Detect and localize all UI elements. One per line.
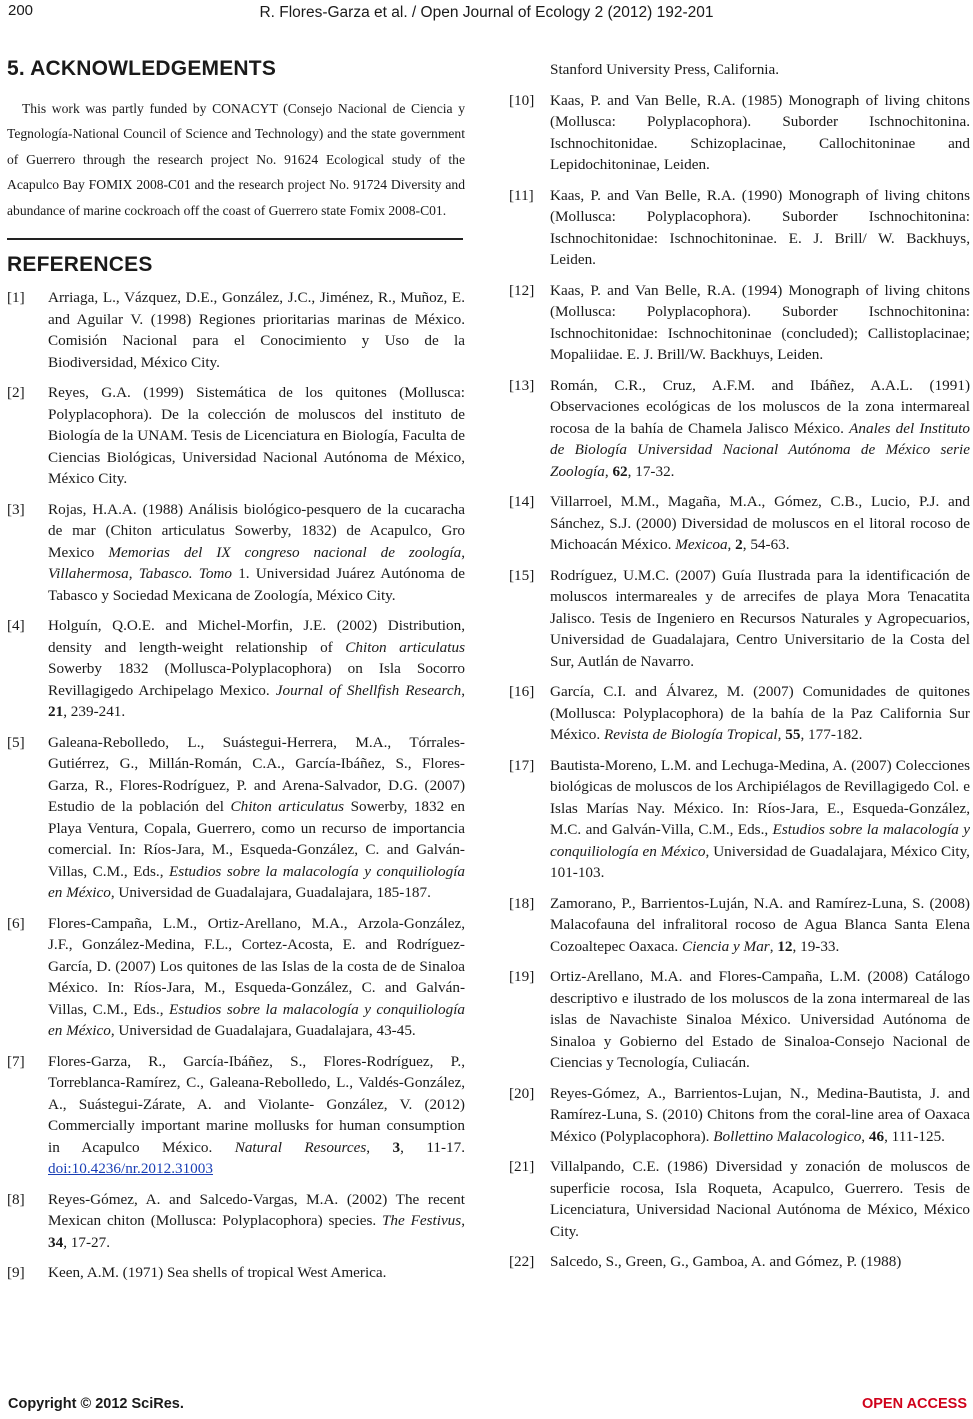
reference-text: Arriaga, L., Vázquez, D.E., González, J.C., Jiménez, R., Muñoz, E. and Aguilar V. (1998) Regiones prioritarias marinas de México. Comisión Nacional para el Conocimiento y Uso de la Biodiversidad, México City. <box>48 289 465 371</box>
acknowledgements-text: This work was partly funded by CONACYT (Consejo Nacional de Ciencia y Tegnología-National Council of Science and Technology) and the state government of Guerrero through the research project No. 91624 Ecological study of the Acapulco Bay FOMIX 2008-C01 and the research project No. 91724 Diversity and abundance of marine cockroach off the coast of Guerrero state Fomix 2008-C01. <box>7 101 465 218</box>
reference-text: Kaas, P. and Van Belle, R.A. (1985) Monograph of living chitons (Mollusca: Polyplacophora). Suborder Ischnochitonina. Ischnochitonidae. Schizoplacinae, Callochitoninae and Lepidochitoninae, Leiden. <box>550 91 970 173</box>
reference-item <box>7 1189 465 1254</box>
reference-number: [10] <box>509 91 535 109</box>
left-column <box>7 55 465 1293</box>
reference-item <box>509 491 970 556</box>
reference-number: [13] <box>509 376 535 394</box>
reference-text: Reyes-Gómez, A., Barrientos-Lujan, N., Medina-Bautista, J. and Ramírez-Luna, S. (2010) Chitons from the coral-line area of Oaxaca México (Polyplacophora). Bollettino Malacologico, 46, 111-125. <box>550 1084 970 1145</box>
reference-text: Kaas, P. and Van Belle, R.A. (1990) Monograph of living chitons (Mollusca: Polyplacophora). Suborder Ischnochitonina: Ischnochitonidae: Ischnochitoninae. E. J. Brill/ W. Backhuys, Leiden. <box>550 186 970 268</box>
reference-item <box>509 1251 970 1273</box>
references-list-right <box>509 90 970 1273</box>
reference-text: Galeana-Rebolledo, L., Suástegui-Herrera, M.A., Tórrales-Gutiérrez, G., Millán-Román, C.A., García-Ibáñez, S., Flores-Garza, R., Flores-Rodríguez, P. and Arena-Salvador, D.G. (2007) Estudio de la población del Chiton articulatus Sowerby, 1832 en Playa Ventura, Copala, Guerrero, como un recurso de importancia comercial. In: Ríos-Jara, M., Esqueda-González, C. and Galván-Villas, C.M., Eds., Estudios sobre la malacología y conquiliología en México, Universidad de Guadalajara, Guadalajara, 185-187. <box>48 733 466 902</box>
running-head: R. Flores-Garza et al. / Open Journal of Ecology 2 (2012) 192-201 <box>259 4 714 21</box>
doi-link[interactable]: doi:10.4236/nr.2012.31003 <box>48 1160 213 1178</box>
page-footer <box>0 1396 973 1418</box>
reference-text: Flores-Garza, R., García-Ibáñez, S., Flores-Rodríguez, P., Torreblanca-Ramírez, C., Galeana-Rebolledo, L., Valdés-González, A., Suástegui-Zárate, A. and Violante- González, V. (2012) Commercially important marine mollusks for human consumption in Acapulco México. Natural Resources, 3, 11-17. doi:10.4236/nr.2012.31003 <box>48 1052 465 1178</box>
copyright-notice: Copyright © 2012 SciRes. <box>8 1396 184 1412</box>
reference-number: [3] <box>7 500 25 518</box>
reference-text: Reyes, G.A. (1999) Sistemática de los quitones (Mollusca: Polyplacophora). De la colección de moluscos del instituto de Biología de la UNAM. Tesis de Licenciatura en Biología, Faculta de Ciencias Biológicas, Universidad Nacional Autónoma de México, México City. <box>48 384 465 488</box>
reference-text: Reyes-Gómez, A. and Salcedo-Vargas, M.A. (2002) The recent Mexican chiton (Mollusca: Polyplacophora) species. The Festivus, 34, 17-27. <box>48 1190 465 1251</box>
reference-item <box>509 1156 970 1242</box>
reference-number: [6] <box>7 914 25 932</box>
reference-item <box>7 913 465 1042</box>
reference-text: Salcedo, S., Green, G., Gamboa, A. and Gómez, P. (1988) <box>550 1253 902 1270</box>
reference-text: Rojas, H.A.A. (1988) Análisis biológico-pesquero de la cucaracha de mar (Chiton articulatus Sowerby, 1832) de Acapulco, Gro Mexico Memorias del IX congreso nacional de zoología, Villahermosa, Tabasco. Tomo 1. Universidad Juárez Autónoma de Tabasco y Sociedad Mexicana de Zoología, México City. <box>48 500 465 604</box>
reference-number: [9] <box>7 1264 25 1282</box>
references-list-left <box>7 287 465 1284</box>
reference-number: [20] <box>509 1084 535 1102</box>
reference-text: Villarroel, M.M., Magaña, M.A., Gómez, C.B., Lucio, P.J. and Sánchez, S.J. (2000) Diversidad de moluscos en el litoral rocoso de Michoacán México. Mexicoa, 2, 54-63. <box>550 493 970 553</box>
acknowledgements-heading: 5. ACKNOWLEDGEMENTS <box>7 57 277 80</box>
reference-item <box>7 382 465 490</box>
reference-text: Rodríguez, U.M.C. (2007) Guía Ilustrada para la identificación de moluscos intermareales y de arrecifes de playa Mora Tenacatita Jalisco. Tesis de Ingeniero en Recursos Naturales y Agropecuarios, Universidad de Guadalajara, Centro Universitario de la Costa del Sur, Autlán de Navarro. <box>550 566 970 670</box>
reference-number: [14] <box>509 493 535 510</box>
reference-item <box>509 185 970 271</box>
reference-number: [16] <box>509 683 535 700</box>
reference-text: Keen, A.M. (1971) Sea shells of tropical West America. <box>48 1264 387 1282</box>
reference-text: Zamorano, P., Barrientos-Luján, N.A. and Ramírez-Luna, S. (2008) Malacofauna del infralitoral rocoso de Agua Blanca Santa Elena Cozoaltepec Oaxaca. Ciencia y Mar, 12, 19-33. <box>550 894 970 955</box>
reference-continuation: Stanford University Press, California. <box>550 61 780 78</box>
reference-item <box>7 287 465 373</box>
right-column <box>509 55 970 1282</box>
reference-text: Kaas, P. and Van Belle, R.A. (1994) Monograph of living chitons (Mollusca: Polyplacophora). Suborder Ischnochitonina: Ischnochitonidae: Ischnochitoninae (concluded); Callistoplacinae; Mopaliidae. E. J. Brill/W. Backhuys, Leiden. <box>550 281 970 363</box>
reference-text: Ortiz-Arellano, M.A. and Flores-Campaña, L.M. (2008) Catálogo descriptivo e ilustrado de los moluscos de la zona intermareal de las islas de Navachiste Sinaloa México. Universidad Autónoma de Sinaloa y Gobierno del Estado de Sinaloa-Consejo Nacional de Ciencias y Tecnología, Culiacán. <box>550 968 970 1071</box>
reference-item <box>509 1083 970 1148</box>
reference-text: Flores-Campaña, L.M., Ortiz-Arellano, M.A., Arzola-González, J.F., González-Medina, F.L., Cortez-Acosta, E. and Rodríguez-García, D. (2007) Los quitones de las Islas de la costa de de Sinaloa México. In: Ríos-Jara, M., Esqueda-González, C. and Galván-Villas, C.M., Eds., Estudios sobre la malacología y conquiliología en México, Universidad de Guadalajara, Guadalajara, 43-45. <box>48 914 466 1040</box>
reference-item <box>7 732 465 904</box>
reference-number: [12] <box>509 281 535 299</box>
reference-number: [8] <box>7 1190 25 1208</box>
reference-item <box>509 755 970 884</box>
open-access-label: OPEN ACCESS <box>861 1396 967 1412</box>
reference-text: Bautista-Moreno, L.M. and Lechuga-Medina, A. (2007) Colecciones biológicas de moluscos de los Archipiélagos de Revillagigedo Col. e Islas Marías Nay. México. In: Ríos-Jara, E., Esqueda-González, M.C. and Galván-Villa, C.M., Eds., Estudios sobre la malacología y conquiliología en México, Universidad de Guadalajara, México City, 101-103. <box>550 756 970 881</box>
reference-item <box>509 375 970 483</box>
references-heading: REFERENCES <box>7 253 153 277</box>
reference-number: [11] <box>509 186 534 204</box>
reference-item <box>7 615 465 723</box>
reference-number: [1] <box>7 289 25 307</box>
reference-item <box>509 280 970 366</box>
section-divider <box>7 238 463 240</box>
reference-item <box>509 893 970 958</box>
reference-item <box>509 565 970 673</box>
reference-text: Román, C.R., Cruz, A.F.M. and Ibáñez, A.A.L. (1991) Observaciones ecológicas de los moluscos de la zona intermareal rocosa de la bahía de Chamela Jalisco México. Anales del Instituto de Biología Universidad Nacional Autónoma de México serie Zoología, 62, 17-32. <box>550 376 970 480</box>
page-header <box>0 2 973 24</box>
reference-item <box>7 1051 465 1180</box>
reference-text: García, C.I. and Álvarez, M. (2007) Comunidades de quitones (Mollusca: Polyplacophora) de la bahía de la Paz California Sur México. Revista de Biología Tropical, 55, 177-182. <box>550 683 970 743</box>
reference-item <box>7 499 465 607</box>
reference-number: [18] <box>509 894 535 912</box>
reference-number: [21] <box>509 1158 535 1175</box>
reference-number: [7] <box>7 1052 25 1070</box>
reference-number: [2] <box>7 384 25 402</box>
reference-item <box>509 966 970 1074</box>
reference-text: Villalpando, C.E. (1986) Diversidad y zonación de moluscos de superficie rocosa, Isla Roqueta, Acapulco, Guerrero. Tesis de Licenciatura, Universidad Nacional Autónoma de México, México City. <box>550 1158 970 1240</box>
reference-item <box>7 1262 465 1284</box>
reference-text: Holguín, Q.O.E. and Michel-Morfin, J.E. (2002) Distribution, density and length-weight relationship of Chiton articulatus Sowerby 1832 (Mollusca-Polyplacophora) on Isla Socorro Revillagigedo Archipelago Mexico. Journal of Shellfish Research, 21, 239-241. <box>48 617 465 721</box>
page-number: 200 <box>8 2 34 19</box>
reference-number: [19] <box>509 968 535 985</box>
reference-item <box>509 681 970 746</box>
reference-item <box>509 90 970 176</box>
reference-number: [22] <box>509 1253 535 1270</box>
reference-number: [4] <box>7 617 25 635</box>
reference-number: [15] <box>509 566 535 584</box>
reference-number: [17] <box>509 756 535 774</box>
reference-number: [5] <box>7 733 25 751</box>
